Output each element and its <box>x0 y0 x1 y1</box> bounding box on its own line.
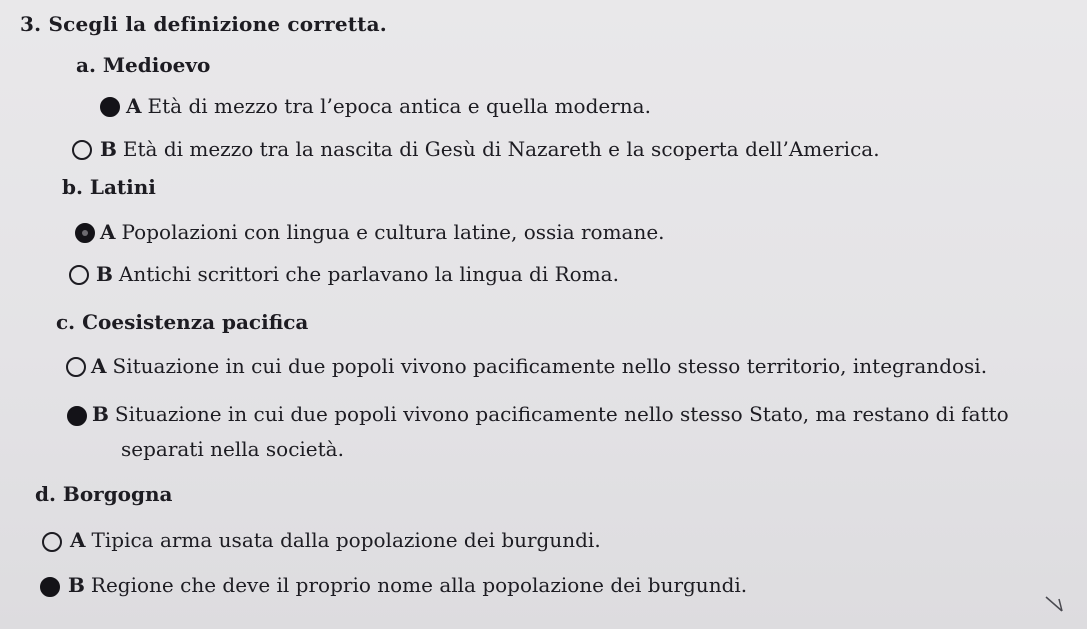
question-d-heading: d. Borgogna <box>35 482 173 506</box>
option-b-a <box>100 220 665 244</box>
option-a-b <box>100 137 880 161</box>
radio-a-option-a[interactable] <box>100 97 120 117</box>
option-c-a <box>91 354 987 378</box>
question-a-heading: a. Medioevo <box>76 53 211 77</box>
option-letter: B <box>92 402 109 426</box>
question-b-heading: b. Latini <box>62 175 156 199</box>
option-text: Situazione in cui due popoli vivono pacificamente nello stesso territorio, integrandosi. <box>112 354 988 378</box>
option-text-continuation: separati nella società. <box>121 437 344 461</box>
pencil-stroke-icon <box>1043 593 1065 615</box>
option-letter: B <box>68 573 85 597</box>
option-c-b <box>92 402 1009 426</box>
option-d-b <box>68 573 747 597</box>
option-text: Età di mezzo tra la nascita di Gesù di Nazareth e la scoperta dell’America. <box>122 137 880 161</box>
radio-c-option-b[interactable] <box>67 406 87 426</box>
option-letter: B <box>96 262 113 286</box>
radio-a-option-b[interactable] <box>72 140 92 160</box>
option-text: Situazione in cui due popoli vivono pacificamente nello stesso Stato, ma restano di fatto <box>114 402 1009 426</box>
option-text: Popolazioni con lingua e cultura latine, ossia romane. <box>121 220 665 244</box>
option-letter: A <box>126 94 142 118</box>
radio-c-option-a[interactable] <box>66 357 86 377</box>
exercise-title: 3. Scegli la definizione corretta. <box>20 12 387 36</box>
radio-d-option-a[interactable] <box>42 532 62 552</box>
option-d-a <box>70 528 601 552</box>
option-letter: A <box>70 528 86 552</box>
option-text: Tipica arma usata dalla popolazione dei burgundi. <box>91 528 601 552</box>
option-a-a <box>126 94 651 118</box>
option-text: Regione che deve il proprio nome alla popolazione dei burgundi. <box>90 573 748 597</box>
option-text: Antichi scrittori che parlavano la lingua di Roma. <box>118 262 619 286</box>
radio-b-option-a[interactable] <box>75 223 95 243</box>
option-letter: A <box>91 354 107 378</box>
option-text: Età di mezzo tra l’epoca antica e quella moderna. <box>147 94 651 118</box>
radio-d-option-b[interactable] <box>40 577 60 597</box>
radio-b-option-b[interactable] <box>69 265 89 285</box>
option-letter: A <box>100 220 116 244</box>
option-letter: B <box>100 137 117 161</box>
option-b-b <box>96 262 619 286</box>
question-c-heading: c. Coesistenza pacifica <box>56 310 309 334</box>
